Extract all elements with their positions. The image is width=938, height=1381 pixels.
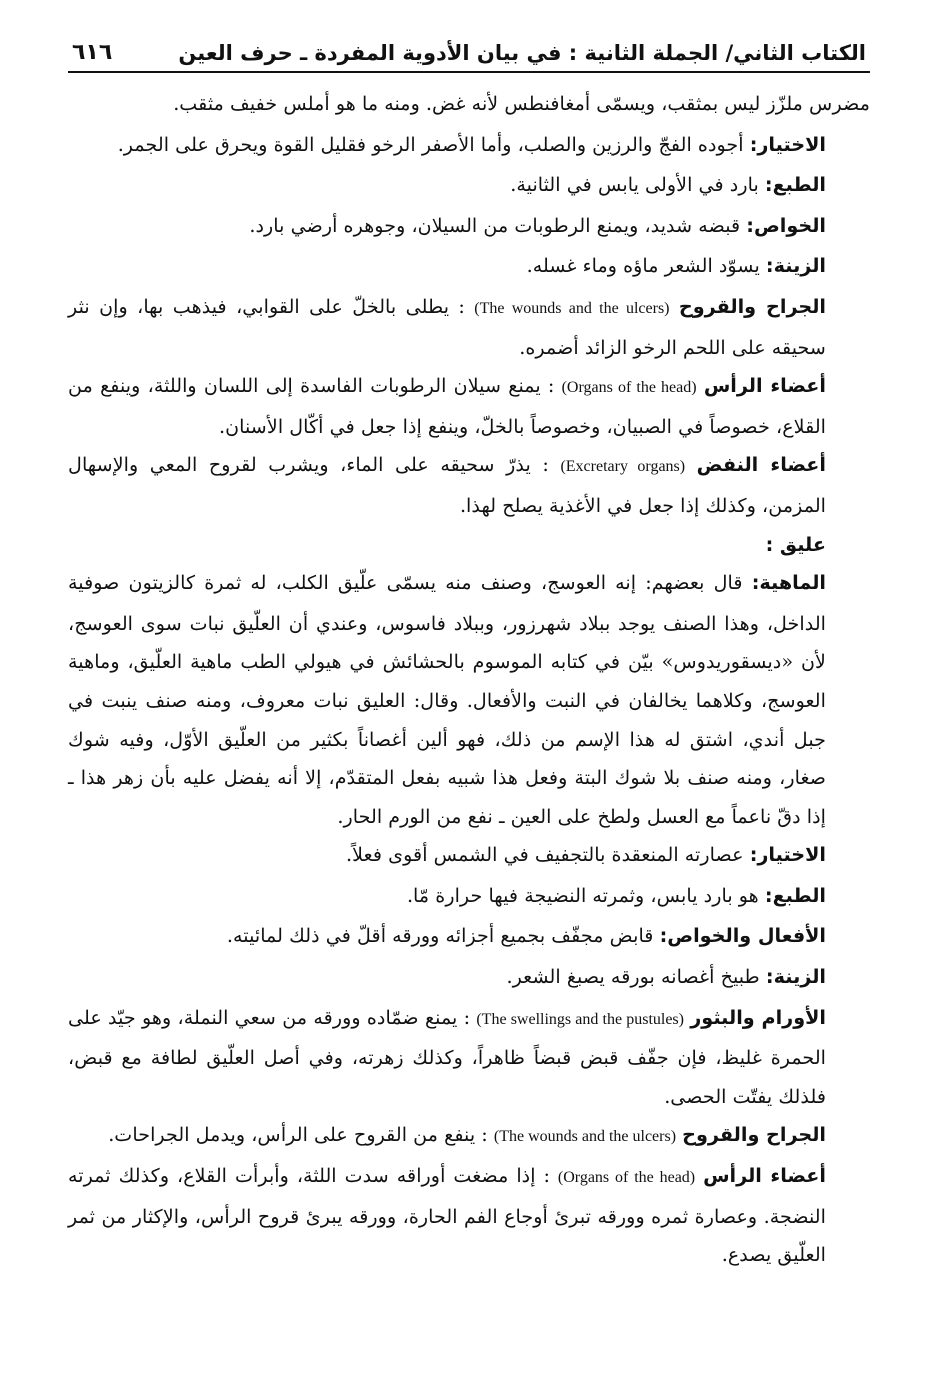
page-number: ٦١٦ — [72, 40, 113, 65]
entry-text: قبضه شديد، ويمنع الرطوبات من السيلان، وجوهره أرضي بارد. — [249, 213, 741, 237]
entry-text: عصارته المنعقدة بالتجفيف في الشمس أقوى فعلاً. — [346, 843, 744, 867]
entry-label: أعضاء الرأس — [703, 1164, 826, 1188]
entry-label: الطبع: — [764, 173, 826, 197]
entry-text: أجوده الفجّ والرزين والصلب، وأما الأصفر الرخو فقليل القوة ويحرق على الجمر. — [117, 132, 744, 156]
paragraph — [68, 564, 870, 836]
entry-label: الجراح والقروح — [682, 1123, 826, 1147]
entry-text: : يمنع سيلان الرطوبات الفاسدة إلى اللسان واللثة، وينفع من القلاع، خصوصاً في الصبيان، وخصوصاً بالخلّ، وينفع إذا جعل في أكّال الأسنان. — [68, 374, 826, 438]
entry-label: الاختيار: — [749, 843, 826, 867]
english-gloss: (Organs of the head) — [561, 379, 697, 397]
paragraph — [68, 1116, 870, 1157]
english-gloss: (Excretary organs) — [560, 458, 686, 476]
paragraph — [68, 999, 870, 1117]
entry-text: : إذا مضغت أوراقه سدت اللثة، وأبرأت القلاع، وكذلك ثمرته النضجة. وعصارة ثمره وورقه تبرئ أوجاع الفم الحارة، وورقه يبرئ قروح الرأس، والإكثار من ثمر العلّيق يصدع. — [68, 1164, 826, 1267]
paragraph — [68, 207, 870, 248]
entry-text: مضرس ملزّز ليس بمثقب، ويسمّى أمغافنطس لأنه غض. ومنه ما هو أملس خفيف مثقب. — [173, 92, 870, 115]
entry-label: أعضاء الرأس — [703, 374, 826, 398]
page-header — [68, 40, 870, 73]
entry-text: بارد في الأولى يابس في الثانية. — [510, 173, 759, 197]
paragraph — [68, 166, 870, 207]
english-gloss: (Organs of the head) — [557, 1169, 696, 1187]
entry-text: هو بارد يابس، وثمرته النضيجة فيها حرارة مّا. — [406, 883, 759, 907]
entry-label: الأفعال والخواص: — [659, 924, 826, 948]
page-body — [68, 85, 870, 1275]
paragraph — [68, 288, 870, 367]
paragraph — [68, 836, 870, 877]
paragraph — [68, 367, 870, 446]
english-gloss: (The wounds and the ulcers) — [474, 299, 670, 317]
entry-label: الأورام والبثور — [690, 1005, 826, 1029]
section-heading: عليق : — [765, 532, 826, 556]
english-gloss: (The swellings and the pustules) — [476, 1010, 684, 1028]
paragraph — [68, 85, 870, 126]
paragraph — [68, 446, 870, 525]
entry-text: قال بعضهم: إنه العوسج، وصنف منه يسمّى علّيق الكلب، له ثمرة كالزيتون صوفية الداخل، وهذا الصنف يوجد ببلاد شهرزور، وببلاد فاسوس، وعندي أن العلّيق نبات سوى العوسج، لأن «ديسقوريدوس» بيّن في كتابه الموسوم بالحشائش في هيولي الطب ماهية العلّيق، وماهية العوسج، وكلاهما يخالفان في النبت والأفعال. وقال: العليق نبات معروف، ومنه صنف ينبت في جبل أندي، اشتق له هذا الإسم من ذلك، فهو ألين أغصاناً بكثير من العلّيق الأوّل، وفيه شوك صغار، ومنه صنف بلا شوك البتة وفعل هذا شبيه بفعل المتقدّم، إلا أنه يفضل عليه بأن زهر هذا ـ إذا دقّ ناعماً مع العسل ولطخ على العين ـ نفع من الورم الحار. — [68, 571, 826, 828]
paragraph — [68, 917, 870, 958]
entry-label: الطبع: — [764, 883, 826, 907]
entry-label: الاختيار: — [749, 132, 826, 156]
paragraph — [68, 877, 870, 918]
entry-text: : يذرّ سحيقه على الماء، ويشرب لقروح المعي والإسهال المزمن، وكذلك إذا جعل في الأغذية يصلح لهذا. — [68, 453, 826, 517]
running-title: الكتاب الثاني/ الجملة الثانية : في بيان الأدوية المفردة ـ حرف العين — [178, 41, 866, 65]
entry-text: قابض مجفّف بجميع أجزائه وورقه أقلّ في ذلك لمائيته. — [226, 924, 654, 948]
paragraph — [68, 126, 870, 167]
entry-text: : يمنع ضمّاده وورقه من سعي النملة، وهو جيّد على الحمرة غليظ، فإن جفّف قبض قبضاً ظاهراً، وكذلك زهرته، وفي أصل العلّيق لطافة مع قبض، فلذلك يفتّت الحصى. — [68, 1005, 826, 1108]
entry-label: الزينة: — [765, 965, 826, 989]
entry-text: طبيخ أغصانه بورقه يصبغ الشعر. — [506, 965, 760, 989]
entry-text: : يطلى بالخلّ على القوابي، فيذهب بها، وإن نثر سحيقه على اللحم الرخو الزائد أضمره. — [68, 294, 826, 359]
entry-label: الخواص: — [746, 213, 826, 237]
paragraph — [68, 1157, 870, 1275]
paragraph — [68, 958, 870, 999]
entry-label: الجراح والقروح — [678, 294, 826, 318]
english-gloss: (The wounds and the ulcers) — [493, 1128, 677, 1146]
entry-label: الزينة: — [765, 254, 826, 278]
entry-text: يسوّد الشعر ماؤه وماء غسله. — [526, 254, 760, 278]
paragraph — [68, 247, 870, 288]
entry-label: الماهية: — [751, 571, 826, 595]
entry-text: : ينفع من القروح على الرأس، ويدمل الجراحات. — [108, 1123, 488, 1147]
entry-label: أعضاء النفض — [696, 453, 826, 477]
